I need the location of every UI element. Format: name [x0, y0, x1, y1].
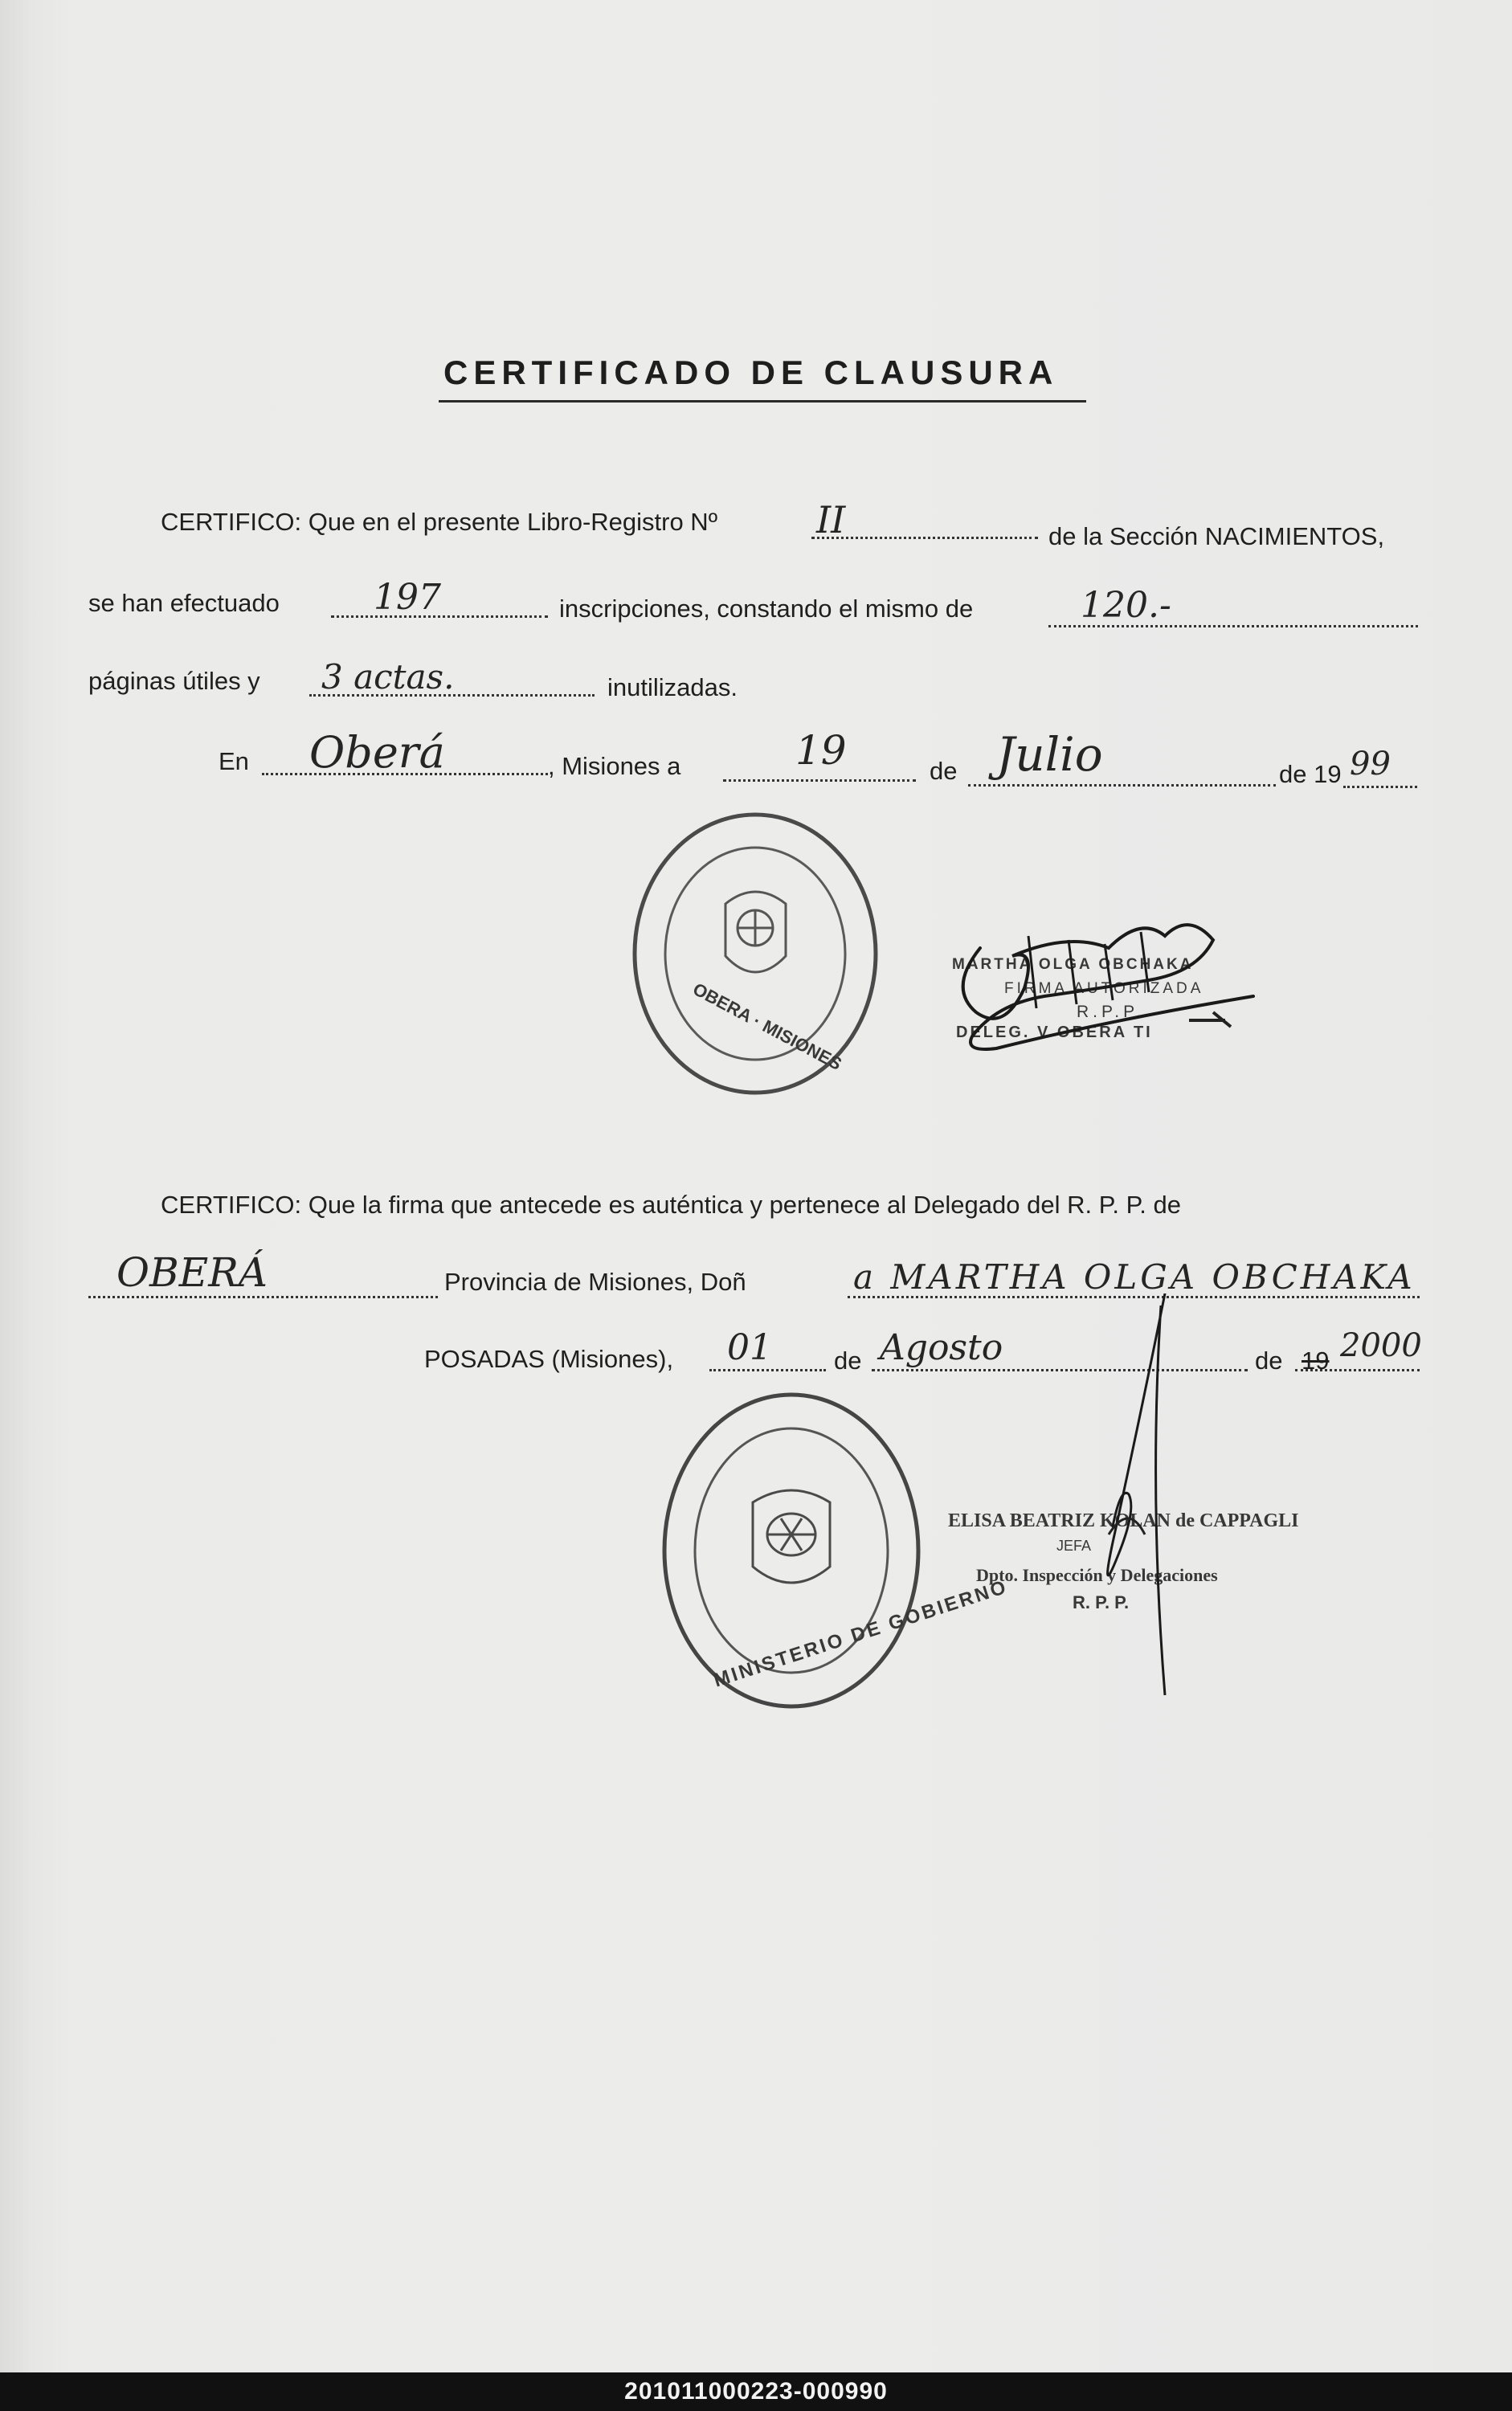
- title-underline: [439, 400, 1086, 403]
- cert2-line1: CERTIFICO: Que la firma que antecede es auténtica y pertenece al Delegado del R. P. P. de: [161, 1191, 1182, 1219]
- cert1-line3-start: páginas útiles y: [88, 667, 260, 695]
- delegado-signature-block: [948, 900, 1285, 1085]
- direccion-general-seal: [659, 1382, 1011, 1711]
- signature1-office: DELEG. V OBERA TI: [956, 1024, 1153, 1041]
- signature1-role: FIRMA AUTORIZADA: [1004, 980, 1204, 997]
- cert1-line2-mid: inscripciones, constando el mismo de: [559, 595, 974, 623]
- dotted-leader: [723, 779, 916, 782]
- jefa-signature-block: [948, 1293, 1302, 1711]
- signature2-org: R. P. P.: [1073, 1592, 1130, 1612]
- posadas-label: POSADAS (Misiones),: [424, 1345, 674, 1373]
- handwritten-signature-1: [948, 900, 1285, 1085]
- signature2-role: JEFA: [1056, 1538, 1092, 1554]
- dotted-leader: [1343, 786, 1417, 788]
- signature2-dept: Dpto. Inspección y Delegaciones: [976, 1565, 1218, 1585]
- de1-label: de: [834, 1346, 862, 1375]
- cert1-line1-end: de la Sección NACIMIENTOS,: [1048, 522, 1385, 550]
- misiones-label: , Misiones a: [548, 752, 681, 780]
- en-label: En: [219, 747, 249, 775]
- dotted-leader: [709, 1369, 826, 1371]
- handwritten-signature-2: [948, 1293, 1302, 1711]
- mes2-handwritten: Agosto: [880, 1327, 1003, 1368]
- dotted-leader: [968, 784, 1276, 787]
- paginas-handwritten: 120.-: [1081, 585, 1171, 626]
- libro-numero-handwritten: II: [816, 498, 846, 541]
- inutilizadas-handwritten: 3 actas.: [321, 657, 455, 697]
- mes-handwritten: Julio: [996, 727, 1103, 782]
- dia-handwritten: 19: [795, 727, 847, 774]
- de-label: de: [930, 757, 958, 785]
- signature1-org: R.P.P.: [1077, 1003, 1146, 1021]
- seal2-inner-text: MINISTERIO DE GOBIERNO: [711, 1575, 1011, 1692]
- de2-label: de: [1255, 1346, 1283, 1375]
- seal-graphic: [627, 807, 884, 1101]
- signature2-name: ELISA BEATRIZ KOLAN de CAPPAGLI: [948, 1510, 1299, 1531]
- localidad-handwritten: OBERÁ: [116, 1249, 268, 1296]
- inscripciones-handwritten: 197: [374, 577, 441, 618]
- signature1-name: MARTHA OLGA OBCHAKA: [952, 956, 1194, 973]
- registro-provincial-seal: [627, 807, 884, 1101]
- dotted-leader: [88, 1296, 438, 1298]
- document-title: CERTIFICADO DE CLAUSURA: [443, 353, 1059, 391]
- year2-handwritten: 2000: [1340, 1327, 1422, 1364]
- dia2-handwritten: 01: [727, 1327, 772, 1368]
- year-handwritten: 99: [1350, 746, 1391, 783]
- lugar-handwritten: Oberá: [309, 727, 445, 778]
- cert1-line3-end: inutilizadas.: [607, 673, 738, 701]
- scan-id-footer: 201011000223-000990: [0, 2372, 1512, 2411]
- dona-name-handwritten: a MARTHA OLGA OBCHAKA: [853, 1257, 1416, 1297]
- cert1-line2-start: se han efectuado: [88, 589, 280, 617]
- year-struck: 19: [1302, 1346, 1330, 1375]
- de-year-label: de 19: [1279, 760, 1342, 788]
- cert1-line1-start: CERTIFICO: Que en el presente Libro-Registro Nº: [161, 508, 718, 536]
- provincia-label: Provincia de Misiones, Doñ: [444, 1268, 746, 1296]
- seal-inner-text: OBERA · MISIONES: [689, 979, 845, 1074]
